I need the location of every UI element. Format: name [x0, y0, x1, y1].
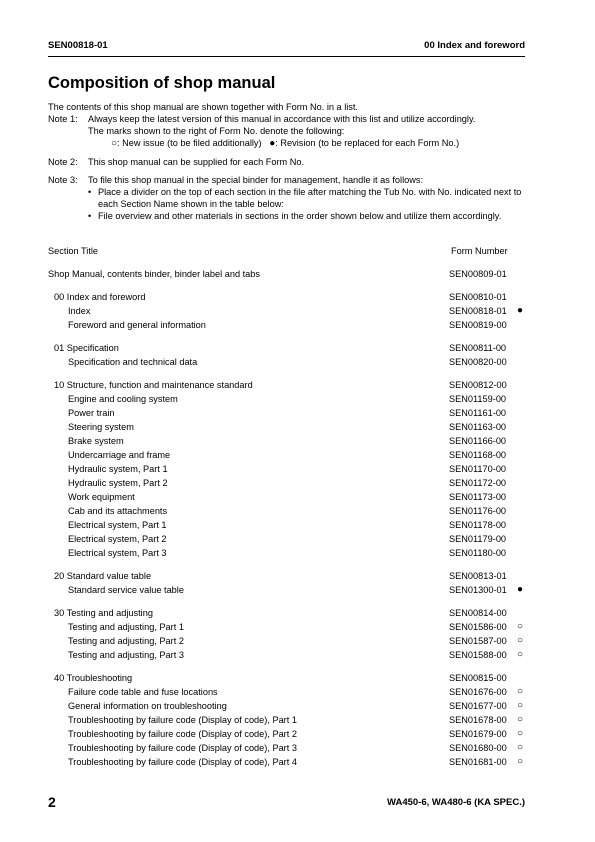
table-row: [48, 699, 528, 713]
table-row: [48, 648, 528, 662]
form-number: SEN01159-00: [449, 394, 507, 404]
table-row: [48, 727, 528, 741]
table-row: [48, 685, 528, 699]
table-row: [48, 462, 528, 476]
note-text: Always keep the latest version of this manual in accordance with this list and utilize accordingly. The marks shown to the right of Form No. denote the following: ○: New issue (to be filed additionally) ●: Revision (to be replaced for each Form No.): [88, 114, 476, 149]
form-number: SEN01180-00: [449, 548, 507, 558]
new-issue-text: : New issue (to be filed additionally): [117, 138, 262, 148]
group-spacer: [48, 332, 528, 341]
new-issue-mark-icon: ○: [517, 635, 524, 646]
form-number: SEN01168-00: [449, 450, 507, 460]
form-number: SEN01163-00: [449, 422, 507, 432]
revision-mark-icon: ●: [517, 584, 524, 595]
subsection-title: General information on troubleshooting: [68, 701, 227, 711]
form-number: SEN01176-00: [449, 506, 507, 516]
subsection-title: Electrical system, Part 2: [68, 534, 167, 544]
subsection-title: Brake system: [68, 436, 124, 446]
subsection-title: Standard service value table: [68, 585, 184, 595]
form-number: SEN00815-00: [449, 673, 507, 683]
section-title: 00 Index and foreword: [54, 292, 146, 302]
note-subtext: The marks shown to the right of Form No. denote the following:: [88, 126, 345, 136]
table-row: [48, 606, 528, 620]
table-row: [48, 671, 528, 685]
form-number: SEN01678-00: [449, 715, 507, 725]
table-row: [48, 476, 528, 490]
chapter-title: 00 Index and foreword: [424, 40, 525, 51]
table-row: [48, 741, 528, 755]
form-number: SEN00812-00: [449, 380, 507, 390]
page-number: 2: [48, 794, 56, 810]
subsection-title: Index: [68, 306, 91, 316]
subsection-title: Foreword and general information: [68, 320, 206, 330]
table-row: [48, 267, 528, 281]
subsection-title: Testing and adjusting, Part 2: [68, 636, 184, 646]
column-header-form: Form Number: [451, 246, 508, 256]
subsection-title: Troubleshooting by failure code (Display of code), Part 3: [68, 743, 297, 753]
table-row: [48, 304, 528, 318]
table-row: [48, 546, 528, 560]
subsection-title: Hydraulic system, Part 1: [68, 464, 168, 474]
revision-text: : Revision (to be replaced for each Form No.): [275, 138, 460, 148]
form-number: SEN01300-01: [449, 585, 507, 595]
new-issue-mark-icon: ○: [517, 742, 524, 753]
table-row: [48, 355, 528, 369]
form-number: SEN01161-00: [449, 408, 507, 418]
table-header-row: [48, 244, 528, 258]
new-issue-mark-icon: ○: [517, 649, 524, 660]
new-issue-mark-icon: ○: [517, 700, 524, 711]
group-spacer: [48, 258, 528, 267]
new-issue-mark-icon: ○: [517, 621, 524, 632]
table-row: [48, 341, 528, 355]
form-number: SEN01679-00: [449, 729, 507, 739]
form-number: SEN01680-00: [449, 743, 507, 753]
subsection-title: Troubleshooting by failure code (Display of code), Part 4: [68, 757, 297, 767]
section-title: 30 Testing and adjusting: [54, 608, 153, 618]
subsection-title: Power train: [68, 408, 115, 418]
group-spacer: [48, 281, 528, 290]
form-number: SEN01179-00: [449, 534, 507, 544]
table-row: [48, 755, 528, 769]
note-text: This shop manual can be supplied for each Form No.: [88, 157, 305, 167]
form-number: SEN00809-01: [449, 269, 507, 279]
note-1: [48, 113, 528, 150]
table-row: [48, 420, 528, 434]
revision-icon: ●: [269, 138, 276, 149]
model-name: WA450-6, WA480-6 (KA SPEC.): [387, 797, 525, 808]
subsection-title: Failure code table and fuse locations: [68, 687, 218, 697]
bullet-text: Place a divider on the top of each section in the file after matching the Tub No. with No. indicated next to each Section Name shown in the table below:: [98, 187, 522, 209]
new-issue-icon: ○: [111, 138, 118, 149]
bullet-icon: •: [88, 211, 92, 221]
form-number: SEN00820-00: [449, 357, 507, 367]
form-number: SEN00819-00: [449, 320, 507, 330]
subsection-title: Engine and cooling system: [68, 394, 178, 404]
group-spacer: [48, 597, 528, 606]
subsection-title: Troubleshooting by failure code (Display of code), Part 2: [68, 729, 297, 739]
table-row: [48, 392, 528, 406]
subsection-title: Testing and adjusting, Part 1: [68, 622, 184, 632]
header-divider: [48, 56, 525, 57]
table-row: [48, 490, 528, 504]
subsection-title: Work equipment: [68, 492, 135, 502]
bullet-icon: •: [88, 187, 92, 197]
bullet-item: [88, 186, 528, 210]
form-number: SEN01681-00: [449, 757, 507, 767]
subsection-title: Hydraulic system, Part 2: [68, 478, 168, 488]
subsection-title: Specification and technical data: [68, 357, 198, 367]
intro-block: [48, 101, 528, 222]
bullet-text: File overview and other materials in sections in the order shown below and utilize them accordingly.: [98, 211, 502, 221]
form-number: SEN01587-00: [449, 636, 507, 646]
table-row: [48, 569, 528, 583]
form-number: SEN01588-00: [449, 650, 507, 660]
document-number: SEN00818-01: [48, 40, 108, 51]
table-row: [48, 504, 528, 518]
composition-table: [48, 244, 528, 769]
table-row: [48, 532, 528, 546]
note-2: [48, 156, 528, 168]
table-row: [48, 448, 528, 462]
form-number: SEN01676-00: [449, 687, 507, 697]
table-row: [48, 434, 528, 448]
bullet-item: [88, 210, 528, 222]
table-row: [48, 713, 528, 727]
form-number: SEN00813-01: [449, 571, 507, 581]
revision-mark-icon: ●: [517, 305, 524, 316]
table-row: [48, 290, 528, 304]
column-header-section: Section Title: [48, 246, 99, 256]
table-row: [48, 620, 528, 634]
subsection-title: Cab and its attachments: [68, 506, 168, 516]
table-row: [48, 583, 528, 597]
form-number: SEN00818-01: [449, 306, 507, 316]
new-issue-mark-icon: ○: [517, 728, 524, 739]
new-issue-mark-icon: ○: [517, 686, 524, 697]
section-title: 10 Structure, function and maintenance standard: [54, 380, 253, 390]
intro-line: The contents of this shop manual are shown together with Form No. in a list.: [48, 102, 358, 112]
group-spacer: [48, 369, 528, 378]
form-number: SEN01173-00: [449, 492, 507, 502]
section-title: 20 Standard value table: [54, 571, 152, 581]
form-number: SEN00810-01: [449, 292, 507, 302]
section-title: Shop Manual, contents binder, binder label and tabs: [48, 269, 260, 279]
marks-legend: [88, 138, 459, 148]
form-number: SEN01166-00: [449, 436, 507, 446]
note-text: To file this shop manual in the special binder for management, handle it as follows: • Place a divider on the top of each section in the file after matching the Tub No. with No. indicated next to each Section Name shown in the table below: • File overview and other materials in sections in the order shown below and utilize them accordingly.: [88, 174, 528, 222]
note-3: [48, 174, 528, 222]
form-number: SEN01677-00: [449, 701, 507, 711]
form-number: SEN00814-00: [449, 608, 507, 618]
section-title: 40 Troubleshooting: [54, 673, 133, 683]
new-issue-mark-icon: ○: [517, 756, 524, 767]
table-row: [48, 406, 528, 420]
table-row: [48, 378, 528, 392]
form-number: SEN01586-00: [449, 622, 507, 632]
page-header: [48, 40, 525, 54]
section-title: 01 Specification: [54, 343, 119, 353]
subsection-title: Electrical system, Part 3: [68, 548, 167, 558]
note-label: Note 1:: [48, 114, 78, 124]
form-number: SEN00811-00: [449, 343, 507, 353]
table-row: [48, 634, 528, 648]
subsection-title: Electrical system, Part 1: [68, 520, 167, 530]
group-spacer: [48, 662, 528, 671]
new-issue-mark-icon: ○: [517, 714, 524, 725]
table-row: [48, 318, 528, 332]
page-title: Composition of shop manual: [48, 74, 276, 92]
table-row: [48, 518, 528, 532]
subsection-title: Troubleshooting by failure code (Display of code), Part 1: [68, 715, 297, 725]
note-label: Note 2:: [48, 157, 78, 167]
form-number: SEN01178-00: [449, 520, 507, 530]
form-number: SEN01172-00: [449, 478, 507, 488]
subsection-title: Testing and adjusting, Part 3: [68, 650, 184, 660]
form-number: SEN01170-00: [449, 464, 507, 474]
subsection-title: Steering system: [68, 422, 134, 432]
subsection-title: Undercarriage and frame: [68, 450, 171, 460]
group-spacer: [48, 560, 528, 569]
note-label: Note 3:: [48, 175, 78, 185]
